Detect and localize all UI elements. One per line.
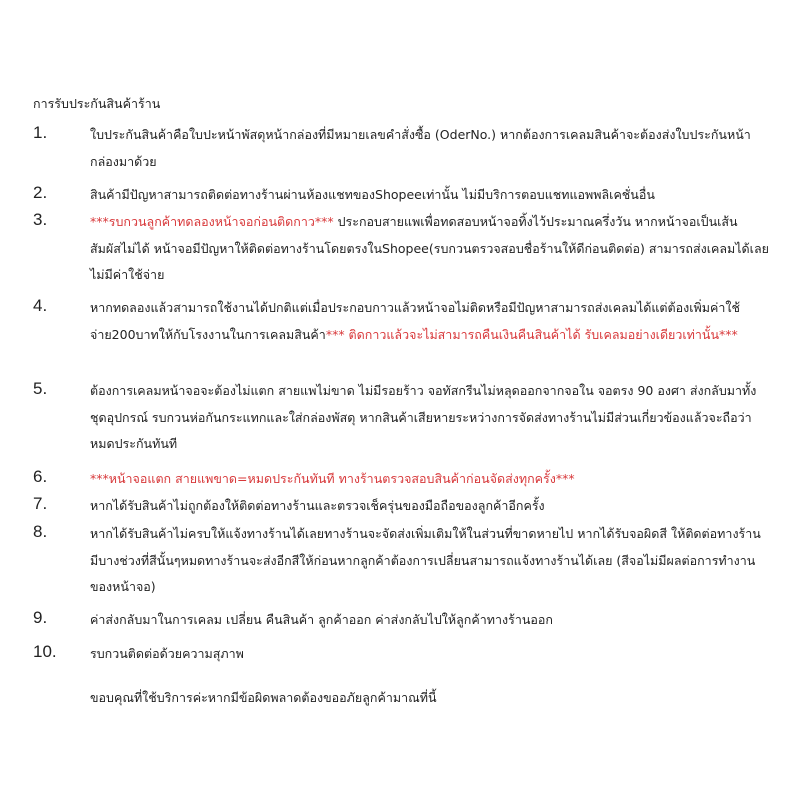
item-text [90,641,770,668]
item-text-segment: ประกอบสายแพเพื่อทดสอบหน้าจอทิ้งไว้ประมาณครึ่งวัน หากหน้าจอเป็นเส้น สัมผัสไม่ได้ หน้าจอมีปัญหาให้ติดต่อทางร้านโดยตรงในShopee(รบกวนตรวจสอบชื่อร้านให้ดีก่อนติดต่อ) สามารถส่งเคลมได้เลยไม่มีค่าใช้จ่าย [90,214,769,282]
item-text [90,493,770,520]
warning-text: ***หน้าจอแตก สายแพขาด=หมดประกันทันที ทางร้านตรวจสอบสินค้าก่อนจัดส่งทุกครั้ง*** [90,471,575,486]
item-text-segment: สินค้ามีปัญหาสามารถติดต่อทางร้านผ่านห้องแชทของShopeeเท่านั้น ไม่มีบริการตอบแชทแอพพลิเคชั่นอื่น [90,187,655,202]
item-text-segment: หากได้รับสินค้าไม่ครบให้แจ้งทางร้านได้เลยทางร้านจะจัดส่งเพิ่มเติมให้ในส่วนที่ขาดหายไป หากได้รับจอผิดสี ให้ติดต่อทางร้าน มีบางช่วงที่สีนั้นๆหมดทางร้านจะส่งอีกสีให้ก่อนหากลูกค้าต้องการเปลี่ยนสามารถแจ้งทางร้านได้เลย (สีจอไม่มีผลต่อการทำงานของหน้าจอ) [90,526,761,594]
item-number: 5. [33,379,48,398]
item-text [90,466,770,493]
item-text-segment: รบกวนติดต่อด้วยความสุภาพ [90,646,244,661]
closing-note: ขอบคุณที่ใช้บริการค่ะหากมีข้อผิดพลาดต้องขออภัยลูกค้ามาณที่นี้ [90,690,437,705]
item-text-segment: หากทดลองแล้วสามารถใช้งานได้ปกติแต่เมื่อประกอบกาวแล้วหน้าจอไม่ติดหรือมีปัญหาสามารถส่งเคลมได้แต่ต้องเพิ่มค่าใช้จ่าย200บาทให้กับโรงงานในการเคลมสินค้า [90,300,740,342]
item-number: 7. [33,494,48,513]
warning-text: ***รบกวนลูกค้าทดลองหน้าจอก่อนติดกาว*** [90,214,334,229]
item-number: 4. [33,296,48,315]
item-text [90,378,770,458]
item-text [90,209,770,289]
item-text-segment: ต้องการเคลมหน้าจอจะต้องไม่แตก สายแพไม่ขาด ไม่มีรอยร้าว จอทัสกรีนไม่หลุดออกจากจอใน จอตรง 90 องศา ส่งกลับมาทั้งชุดอุปกรณ์ รบกวนห่อกันกระแทกและใส่กล่องพัสดุ หากสินค้าเสียหายระหว่างการจัดส่งทางร้านไม่มีส่วนเกี่ยวข้องแล้วจะถือว่าหมดประกันทันที [90,383,757,451]
item-text-segment: หากได้รับสินค้าไม่ถูกต้องให้ติดต่อทางร้านและตรวจเช็ครุ่นของมือถือของลูกค้าอีกครั้ง [90,498,545,513]
item-number: 8. [33,522,48,541]
item-text [90,521,770,601]
item-text [90,607,770,634]
document-title: การรับประกันสินค้าร้าน [33,96,161,111]
item-text [90,182,770,209]
item-number: 3. [33,210,48,229]
item-text-segment: ใบประกันสินค้าคือใบปะหน้าพัสดุหน้ากล่องที่มีหมายเลขคำสั่งซื้อ (OderNo.) หากต้องการเคลมสินค้าจะต้องส่งใบประกันหน้ากล่องมาด้วย [90,127,751,169]
item-number: 6. [33,467,48,486]
item-number: 9. [33,608,48,627]
item-text [90,122,770,175]
item-number: 2. [33,183,48,202]
warning-text: *** ติดกาวแล้วจะไม่สามารถคืนเงินคืนสินค้าได้ รับเคลมอย่างเดียวเท่านั้น*** [325,326,738,342]
item-number: 1. [33,123,48,142]
item-number: 10. [33,642,57,661]
item-text [90,295,770,348]
item-text-segment: ค่าส่งกลับมาในการเคลม เปลี่ยน คืนสินค้า ลูกค้าออก ค่าส่งกลับไปให้ลูกค้าทางร้านออก [90,612,553,627]
